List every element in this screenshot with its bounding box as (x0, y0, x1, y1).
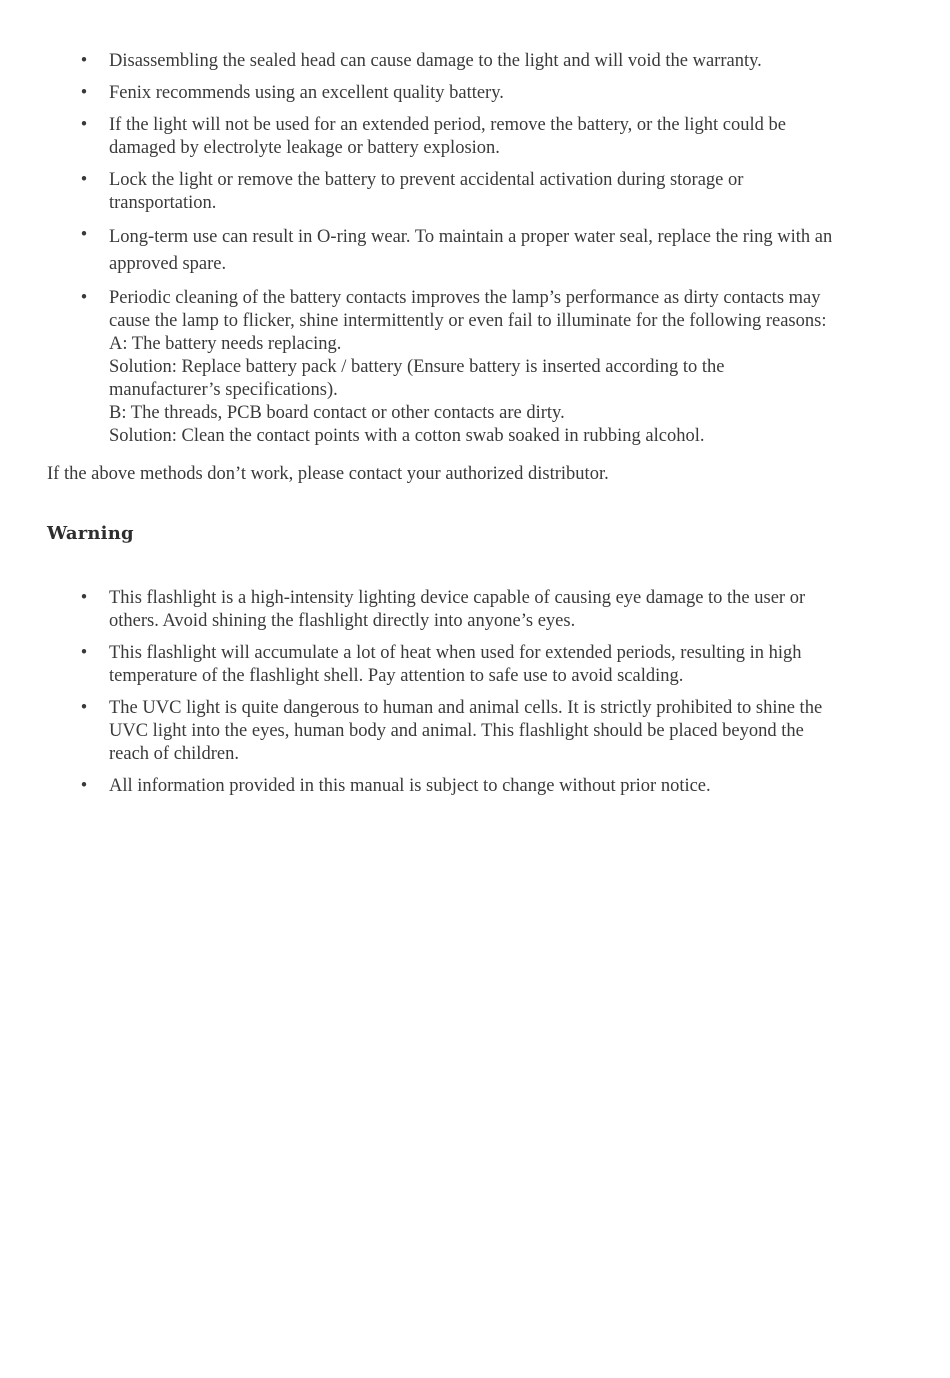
reason-b: B: The threads, PCB board contact or other contacts are dirty. (109, 403, 565, 423)
warning-list (0, 587, 860, 807)
list-item (0, 697, 860, 766)
care-item-text: Fenix recommends using an excellent quality battery. (109, 83, 504, 103)
solution-b: Solution: Clean the contact points with a cotton swab soaked in rubbing alcohol. (109, 426, 705, 446)
care-list (0, 50, 860, 457)
list-item-cleaning (0, 287, 860, 448)
bullet-icon: • (80, 288, 88, 308)
list-item (0, 82, 860, 105)
list-item (0, 224, 860, 278)
list-item (0, 642, 860, 688)
warning-item-text: The UVC light is quite dangerous to human and animal cells. It is strictly prohibited to shine the UVC light into the eyes, human body and animal. This flashlight should be placed beyond the reach of children. (109, 698, 823, 764)
cleaning-intro: Periodic cleaning of the battery contacts improves the lamp’s performance as dirty contacts may cause the lamp to flicker, shine intermittently or even fail to illuminate for the following reasons: (109, 288, 827, 331)
cleaning-block (109, 287, 834, 448)
bullet-icon: • (80, 776, 88, 796)
bullet-icon: • (80, 225, 88, 245)
bullet-icon: • (80, 643, 88, 663)
bullet-icon: • (80, 698, 88, 718)
reason-a: A: The battery needs replacing. (109, 334, 342, 354)
distributor-note: If the above methods don’t work, please contact your authorized distributor. (47, 464, 609, 484)
bullet-icon: • (80, 115, 88, 135)
warning-item-text: This flashlight is a high-intensity lighting device capable of causing eye damage to the user or others. Avoid shining the flashlight directly into anyone’s eyes. (109, 588, 806, 631)
warning-heading: Warning (47, 523, 134, 544)
list-item (0, 50, 860, 73)
care-item-text: Disassembling the sealed head can cause damage to the light and will void the warranty. (109, 51, 762, 71)
list-item (0, 587, 860, 633)
solution-a: Solution: Replace battery pack / battery (Ensure battery is inserted according to the manufacturer’s specifications). (109, 357, 725, 400)
bullet-icon: • (80, 588, 88, 608)
bullet-icon: • (80, 51, 88, 71)
list-item (0, 775, 860, 798)
bullet-icon: • (80, 170, 88, 190)
warning-item-text: This flashlight will accumulate a lot of heat when used for extended periods, resulting in high temperature of the flashlight shell. Pay attention to safe use to avoid scalding. (109, 643, 802, 686)
list-item (0, 114, 860, 160)
care-item-text: Lock the light or remove the battery to prevent accidental activation during storage or transportation. (109, 170, 744, 213)
care-item-text: Long-term use can result in O-ring wear. To maintain a proper water seal, replace the ring with an approved spare. (109, 227, 833, 274)
list-item (0, 169, 860, 215)
care-item-text: If the light will not be used for an extended period, remove the battery, or the light could be damaged by electrolyte leakage or battery explosion. (109, 115, 786, 158)
bullet-icon: • (80, 83, 88, 103)
warning-item-text: All information provided in this manual is subject to change without prior notice. (109, 776, 711, 796)
